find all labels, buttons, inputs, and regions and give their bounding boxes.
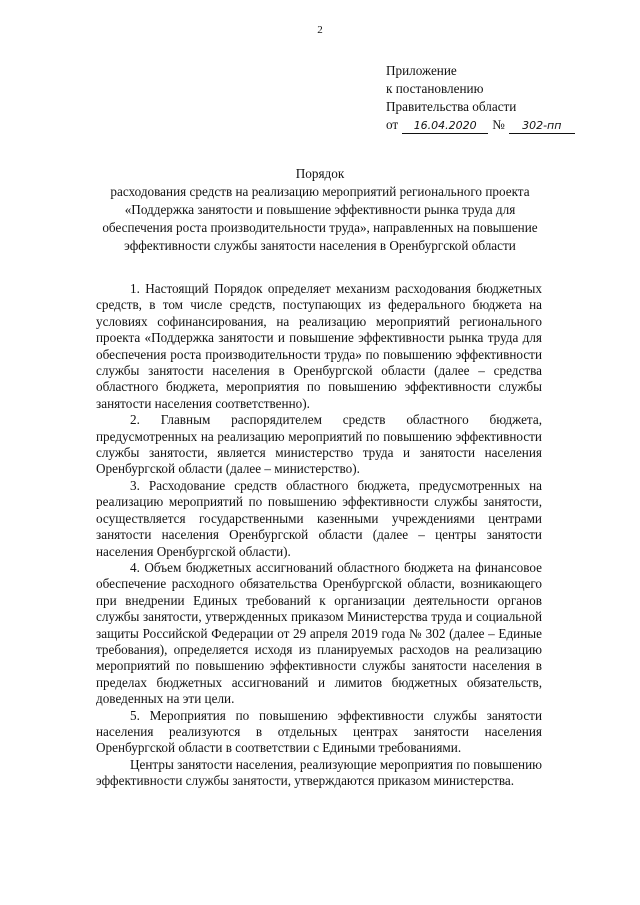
paragraph-5: 5. Мероприятия по повышению эффективности службы занятости населения реализуются в отдельных центрах занятости населения Оренбургской области в соответствии с Едиными требованиями. bbox=[96, 707, 542, 756]
paragraph-3: 3. Расходование средств областного бюджета, предусмотренных на реализацию мероприятий по повышению эффективности службы занятости, осуществляется государственными казенными учреждениями центрами занятости населения Оренбургской области (далее – центры занятости населения Оренбургской области). bbox=[96, 477, 542, 559]
appendix-line-2: к постановлению bbox=[386, 81, 484, 96]
paragraph-2: 2. Главным распорядителем средств областного бюджета, предусмотренных на реализацию мероприятий по повышению эффективности службы занятости, является министерство труда и занятости населения Оренбургской области (далее – министерство). bbox=[96, 412, 542, 477]
appendix-line-1: Приложение bbox=[386, 63, 457, 78]
paragraph-6: Центры занятости населения, реализующие мероприятия по повышению эффективности службы занятости, утверждаются приказом министерства. bbox=[96, 756, 542, 789]
title-line-4: эффективности службы занятости населения в Оренбургской области bbox=[124, 238, 516, 253]
title-line-3: обеспечения роста производительности труда», направленных на повышение bbox=[102, 220, 538, 235]
date-prefix: от bbox=[386, 117, 399, 132]
page-number: 2 bbox=[317, 24, 323, 36]
handwritten-number: 302-пп bbox=[509, 118, 575, 134]
paragraph-4: 4. Объем бюджетных ассигнований областного бюджета на финансовое обеспечение расходного обязательства Оренбургской области, возникающего при внедрении Единых требований к организации деятельности органов службы занятости, утвержденных приказом Министерства труда и социальной защиты Российской Федерации от 29 апреля 2019 года № 302 (далее – Единые требования), определяется исходя из планируемых расходов на реализацию мероприятий по повышению эффективности службы занятости населения в пределах бюджетных ассигнований и лимитов бюджетных обязательств, доведенных на эти цели. bbox=[96, 559, 542, 707]
appendix-header bbox=[386, 62, 575, 134]
appendix-line-3: Правительства области bbox=[386, 99, 517, 114]
title-line-2: «Поддержка занятости и повышение эффективности рынка труда для bbox=[124, 202, 516, 217]
handwritten-date: 16.04.2020 bbox=[402, 118, 488, 134]
number-sign: № bbox=[492, 117, 505, 132]
document-body bbox=[96, 281, 542, 790]
appendix-date-line bbox=[386, 116, 575, 134]
document-title bbox=[95, 165, 545, 255]
title-heading: Порядок bbox=[295, 166, 345, 181]
title-line-1: расходования средств на реализацию мероприятий регионального проекта bbox=[110, 184, 530, 199]
paragraph-1: 1. Настоящий Порядок определяет механизм расходования бюджетных средств, в том числе средств, поступающих из федерального бюджета на условиях софинансирования, на реализацию мероприятий регионального проекта «Поддержка занятости и повышение эффективности рынка труда для обеспечения роста производительности труда» по повышению эффективности службы занятости населения в Оренбургской области (далее – средства областного бюджета, мероприятия по повышению эффективности службы занятости населения соответственно). bbox=[96, 281, 542, 411]
